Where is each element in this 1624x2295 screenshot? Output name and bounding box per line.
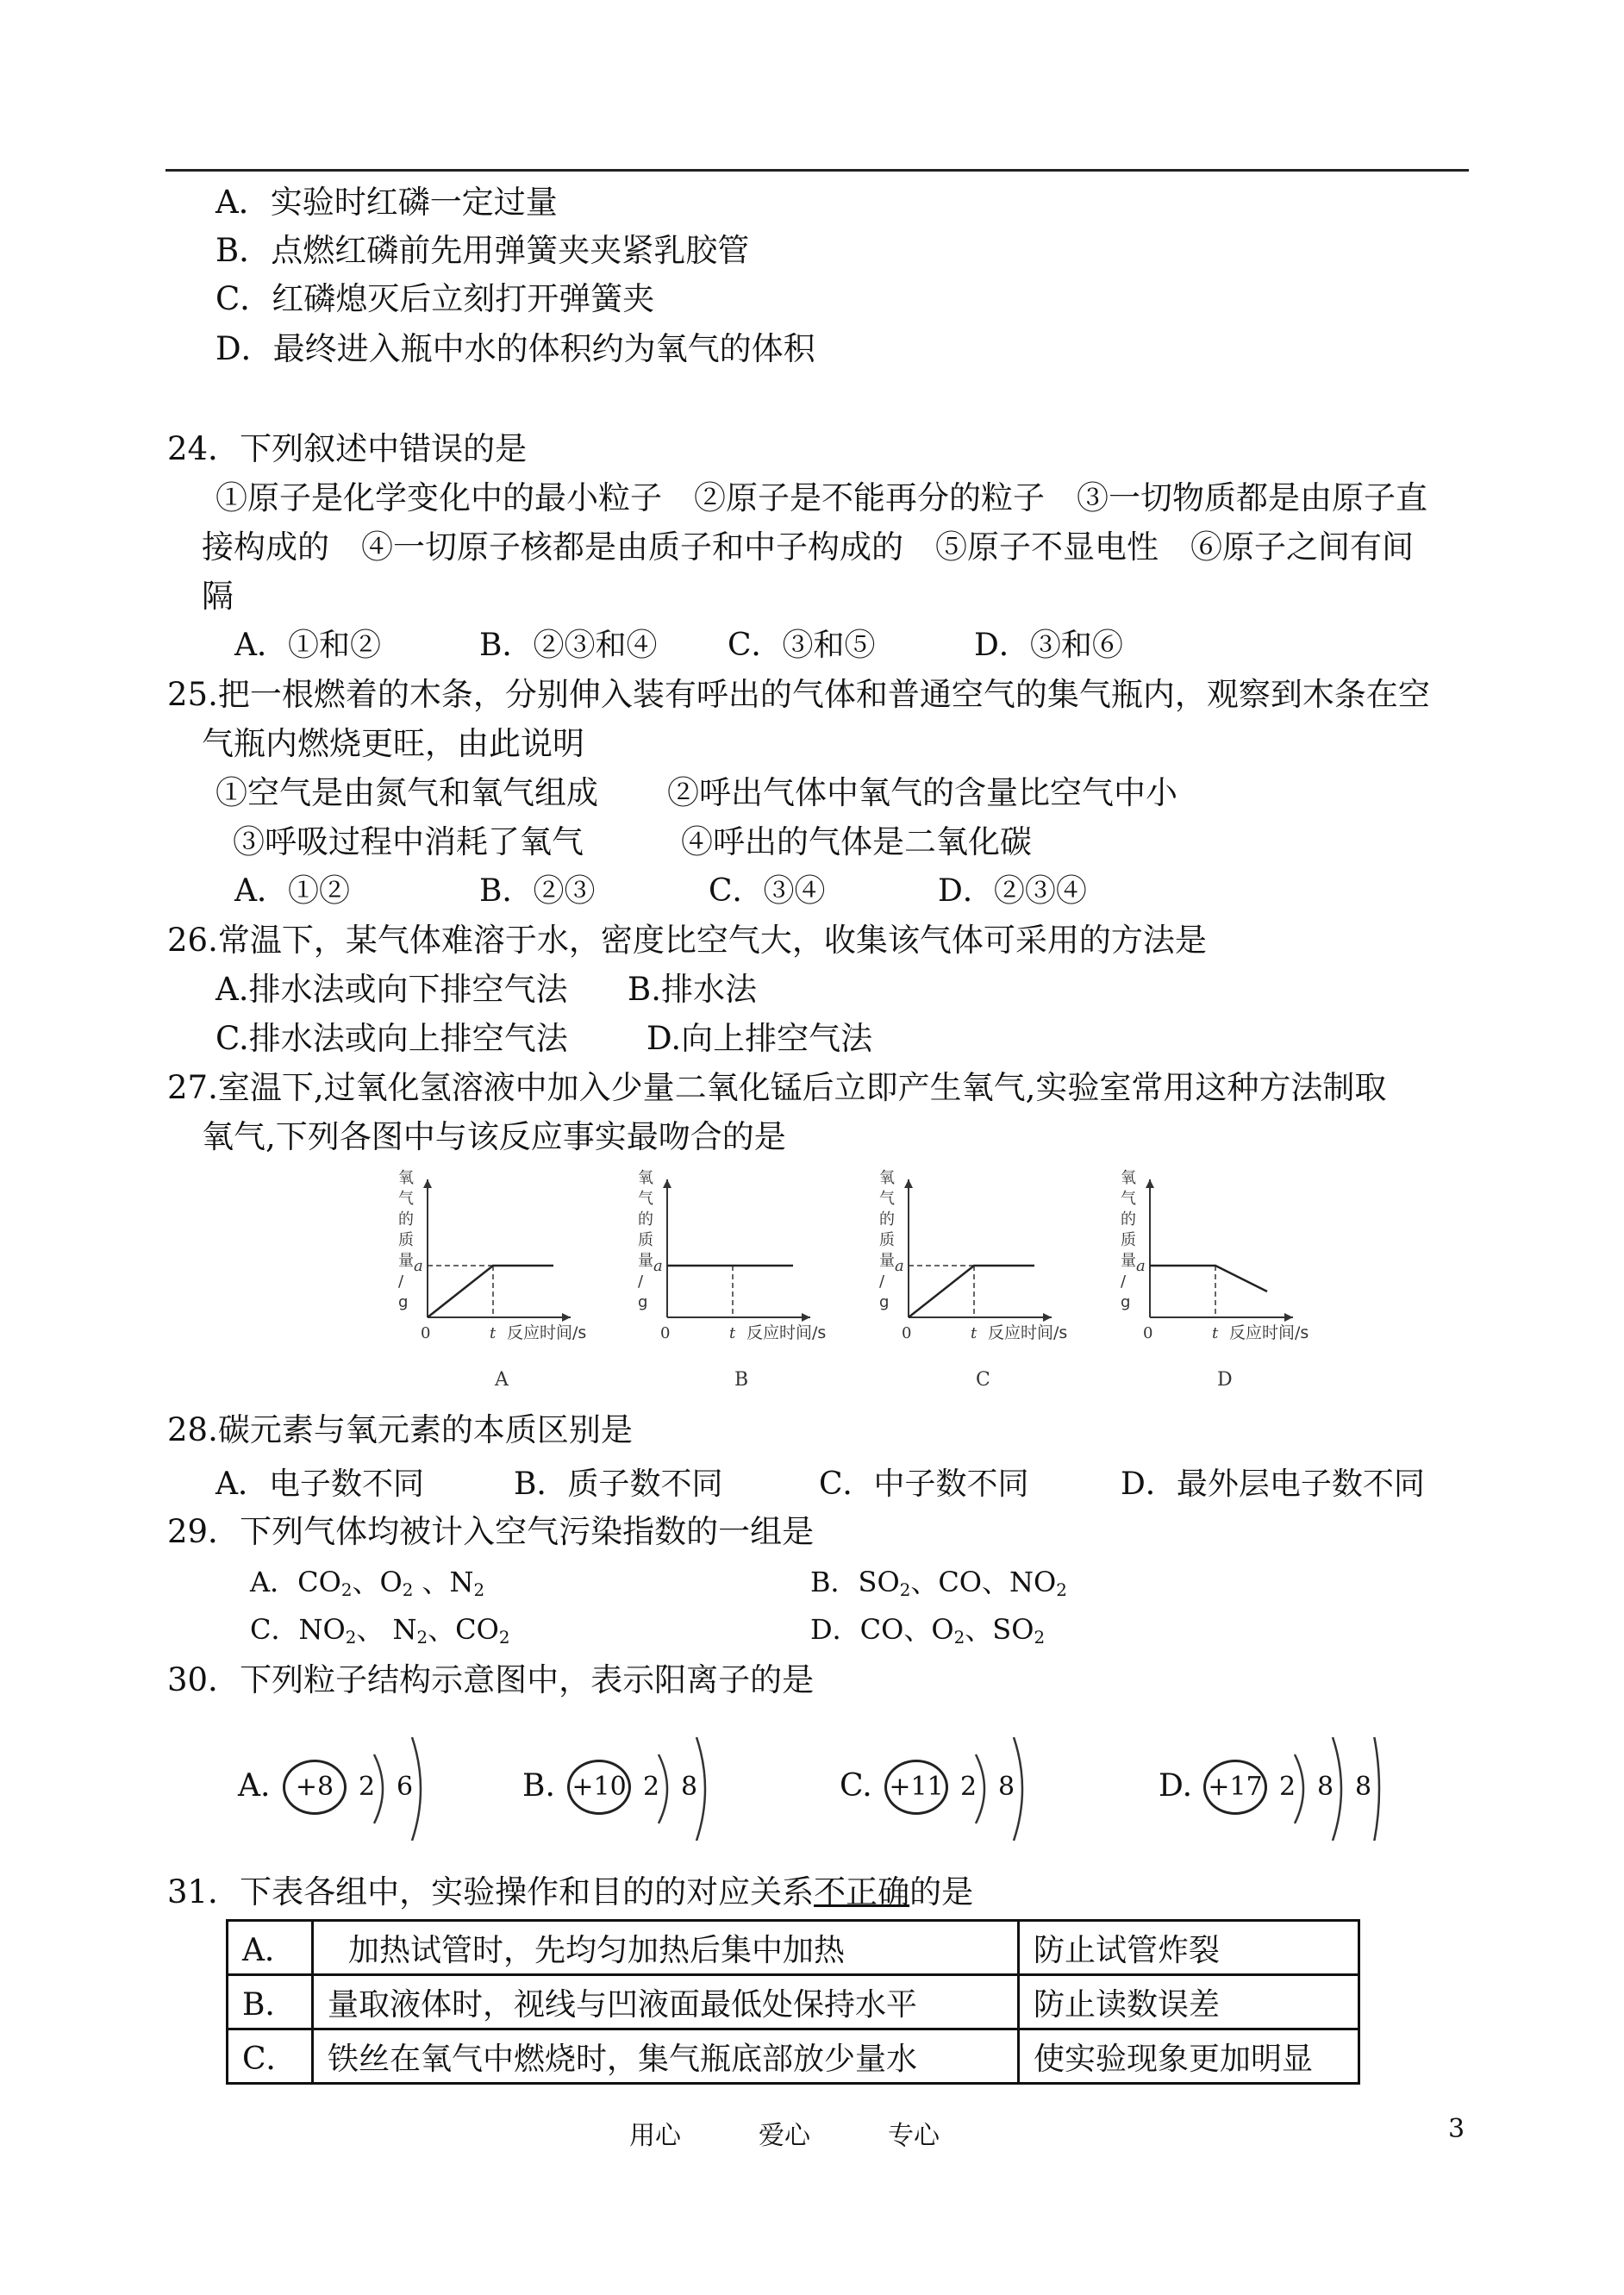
- q26-stem: 26.常温下，某气体难溶于水，密度比空气大，收集该气体可采用的方法是: [167, 922, 1207, 959]
- t-label: t: [1212, 1324, 1219, 1342]
- graph-label-b: B: [734, 1369, 749, 1391]
- atom-diagram-1: [238, 1737, 548, 1841]
- atom-option-letter: B.: [522, 1768, 555, 1804]
- data-series-line: [1150, 1266, 1267, 1291]
- header-rule: [166, 169, 1469, 172]
- shell-electron-count: 6: [397, 1772, 414, 1802]
- q26-option-b: B.排水法: [628, 971, 757, 1008]
- y-axis-label-char: 气: [398, 1190, 414, 1208]
- x-axis-arrow: [1043, 1313, 1052, 1322]
- x-axis-arrow: [802, 1313, 810, 1322]
- y-axis-label-char: 质: [638, 1231, 653, 1249]
- q24-option-c: C．③和⑤: [728, 628, 876, 663]
- y-axis-label-char: g: [398, 1293, 409, 1311]
- q25-statement-1: ①空气是由氮气和氧气组成: [215, 774, 598, 811]
- q28-option-c: C．中子数不同: [819, 1466, 1029, 1502]
- q25-statement-4: ④呼出的气体是二氧化碳: [681, 823, 1032, 860]
- footer-text-1: 用心: [629, 2121, 681, 2151]
- q28-option-b: B．质子数不同: [514, 1466, 723, 1502]
- y-axis-label-char: 质: [398, 1231, 414, 1249]
- graph-label-a: A: [495, 1369, 509, 1391]
- atom-option-letter: D.: [1159, 1768, 1193, 1804]
- q28-option-d: D．最外层电子数不同: [1121, 1466, 1425, 1502]
- q29-option-c: C．$NO_2$、 $N_2$、$CO_2$: [250, 1613, 510, 1648]
- y-axis-label-char: /: [398, 1273, 404, 1291]
- y-axis-arrow: [1146, 1179, 1154, 1188]
- data-series-line: [909, 1266, 1034, 1317]
- q31-stem: 31．下表各组中，实验操作和目的的对应关系不正确的是: [167, 1873, 974, 1910]
- origin-label: 0: [1143, 1324, 1153, 1342]
- atom-diagram-4: [1159, 1737, 1469, 1841]
- graph-d: [1112, 1171, 1310, 1395]
- page-number: 3: [1448, 2114, 1465, 2144]
- q29-stem: 29．下列气体均被计入空气污染指数的一组是: [167, 1513, 815, 1550]
- atom-diagram-3: [840, 1737, 1150, 1841]
- q30-stem: 30．下列粒子结构示意图中，表示阳离子的是: [167, 1661, 815, 1698]
- y-axis-label-char: 氧: [1121, 1169, 1136, 1187]
- origin-label: 0: [660, 1324, 671, 1342]
- y-axis-label-char: 氧: [879, 1169, 895, 1187]
- shell-electron-count: 2: [359, 1772, 376, 1802]
- footer-text-2: 爱心: [759, 2121, 810, 2151]
- shell-electron-count: 8: [1317, 1772, 1334, 1802]
- a-label: a: [895, 1257, 904, 1275]
- atom-nucleus: +17: [1203, 1760, 1267, 1815]
- q24-text-3: 隔: [202, 578, 234, 615]
- y-axis-label-char: /: [1121, 1273, 1127, 1291]
- t-label: t: [490, 1324, 497, 1342]
- q27-stem-1: 27.室温下,过氧化氢溶液中加入少量二氧化锰后立即产生氧气,实验室常用这种方法制取: [167, 1069, 1387, 1106]
- a-label: a: [414, 1257, 423, 1275]
- y-axis-label-char: /: [638, 1273, 644, 1291]
- graph-a: [390, 1171, 588, 1395]
- table-row: [228, 1975, 1359, 2029]
- q24-option-a: A．①和②: [234, 628, 381, 663]
- y-axis-label-char: 的: [638, 1210, 653, 1229]
- q24-stem: 24．下列叙述中错误的是: [167, 430, 528, 467]
- q28-option-a: A．电子数不同: [215, 1466, 424, 1502]
- y-axis-label-char: g: [638, 1293, 648, 1311]
- data-series-line: [428, 1266, 553, 1317]
- y-axis-label-char: 量: [1121, 1252, 1136, 1270]
- y-axis-label-char: 氧: [638, 1169, 653, 1187]
- q28-stem: 28.碳元素与氧元素的本质区别是: [167, 1411, 633, 1448]
- atom-diagram-2: [522, 1737, 833, 1841]
- y-axis-label-char: 气: [638, 1190, 653, 1208]
- q23-option-c: C．红磷熄灭后立刻打开弹簧夹: [215, 280, 655, 317]
- x-axis-arrow: [1284, 1313, 1293, 1322]
- row-label: C．: [228, 2029, 313, 2084]
- q27-stem-2: 氧气,下列各图中与该反应事实最吻合的是: [202, 1118, 786, 1155]
- y-axis-label-char: 气: [1121, 1190, 1136, 1208]
- q24-option-d: D．③和⑥: [974, 628, 1123, 663]
- q29-option-b: B．$SO_2$、CO、$NO_2$: [810, 1566, 1067, 1600]
- shell-electron-count: 8: [998, 1772, 1015, 1802]
- shell-electron-count: 8: [681, 1772, 698, 1802]
- q29-option-d: D．CO、$O_2$、$SO_2$: [810, 1613, 1046, 1648]
- q25-statement-2: ②呼出气体中氧气的含量比空气中小: [667, 774, 1177, 811]
- footer-text-3: 专心: [888, 2121, 940, 2151]
- t-label: t: [729, 1324, 736, 1342]
- q25-stem-2: 气瓶内燃烧更旺，由此说明: [202, 725, 584, 762]
- a-label: a: [1136, 1257, 1146, 1275]
- y-axis-label-char: 气: [879, 1190, 895, 1208]
- origin-label: 0: [902, 1324, 912, 1342]
- y-axis-label-char: 的: [879, 1210, 895, 1229]
- row-operation: 量取液体时，视线与凹液面最低处保持水平: [313, 1975, 1019, 2029]
- row-goal: 防止试管炸裂: [1019, 1921, 1359, 1975]
- graph-c: [871, 1171, 1069, 1395]
- q25-statement-3: ③呼吸过程中消耗了氧气: [233, 823, 584, 860]
- q24-text-2: 接构成的 ④一切原子核都是由质子和中子构成的 ⑤原子不显电性 ⑥原子之间有间: [202, 528, 1414, 566]
- y-axis-label-char: 质: [879, 1231, 895, 1249]
- table-row: [228, 2029, 1359, 2084]
- q24-text-1: ①原子是化学变化中的最小粒子 ②原子是不能再分的粒子 ③一切物质都是由原子直: [215, 479, 1427, 516]
- x-axis-label: 反应时间/s: [746, 1323, 827, 1342]
- a-label: a: [653, 1257, 663, 1275]
- row-label: A．: [228, 1921, 313, 1975]
- q26-option-d: D.向上排空气法: [646, 1020, 873, 1057]
- q23-option-b: B．点燃红磷前先用弹簧夹夹紧乳胶管: [215, 232, 750, 269]
- y-axis-arrow: [904, 1179, 913, 1188]
- y-axis-label-char: 质: [1121, 1231, 1136, 1249]
- y-axis-label-char: 量: [398, 1252, 414, 1270]
- atom-nucleus: +10: [567, 1760, 631, 1815]
- q29-option-a: A．$CO_2$、$O_2$ 、$N_2$: [250, 1566, 485, 1600]
- y-axis-label-char: 的: [398, 1210, 414, 1229]
- q26-option-a: A.排水法或向下排空气法: [215, 971, 568, 1008]
- y-axis-label-char: 氧: [398, 1169, 414, 1187]
- graph-b: [629, 1171, 828, 1395]
- y-axis-label-char: 量: [879, 1252, 895, 1270]
- y-axis-label-char: 量: [638, 1252, 653, 1270]
- shell-electron-count: 2: [960, 1772, 978, 1802]
- y-axis-label-char: 的: [1121, 1210, 1136, 1229]
- t-label: t: [971, 1324, 978, 1342]
- x-axis-arrow: [562, 1313, 571, 1322]
- row-goal: 使实验现象更加明显: [1019, 2029, 1359, 2084]
- x-axis-label: 反应时间/s: [988, 1323, 1068, 1342]
- q25-option-d: D．②③④: [938, 873, 1087, 909]
- shell-electron-count: 2: [1279, 1772, 1296, 1802]
- q25-stem-1: 25.把一根燃着的木条，分别伸入装有呼出的气体和普通空气的集气瓶内，观察到木条在空: [167, 676, 1430, 713]
- q25-option-a: A．①②: [234, 873, 350, 909]
- y-axis-label-char: g: [879, 1293, 890, 1311]
- shell-electron-count: 2: [643, 1772, 660, 1802]
- q24-option-b: B．②③和④: [479, 628, 658, 663]
- y-axis-arrow: [663, 1179, 671, 1188]
- row-operation: 铁丝在氧气中燃烧时，集气瓶底部放少量水: [313, 2029, 1019, 2084]
- table-row: [228, 1921, 1359, 1975]
- atom-nucleus: +8: [283, 1760, 347, 1815]
- x-axis-label: 反应时间/s: [1229, 1323, 1309, 1342]
- graph-label-c: C: [976, 1369, 990, 1391]
- atom-option-letter: A.: [238, 1768, 271, 1804]
- q23-option-a: A．实验时红磷一定过量: [215, 184, 558, 221]
- y-axis-arrow: [423, 1179, 432, 1188]
- row-operation: 加热试管时，先均匀加热后集中加热: [313, 1921, 1019, 1975]
- row-label: B．: [228, 1975, 313, 2029]
- x-axis-label: 反应时间/s: [507, 1323, 587, 1342]
- y-axis-label-char: /: [879, 1273, 885, 1291]
- q31-table: [226, 1919, 1360, 2085]
- row-goal: 防止读数误差: [1019, 1975, 1359, 2029]
- q25-option-c: C．③④: [709, 873, 826, 909]
- y-axis-label-char: g: [1121, 1293, 1131, 1311]
- graph-label-d: D: [1217, 1369, 1233, 1391]
- q23-option-d: D．最终进入瓶中水的体积约为氧气的体积: [215, 330, 815, 367]
- atom-nucleus: +11: [884, 1760, 948, 1815]
- shell-electron-count: 8: [1355, 1772, 1372, 1802]
- atom-option-letter: C.: [840, 1768, 872, 1804]
- q25-option-b: B．②③: [479, 873, 596, 909]
- q26-option-c: C.排水法或向上排空气法: [215, 1020, 568, 1057]
- origin-label: 0: [421, 1324, 431, 1342]
